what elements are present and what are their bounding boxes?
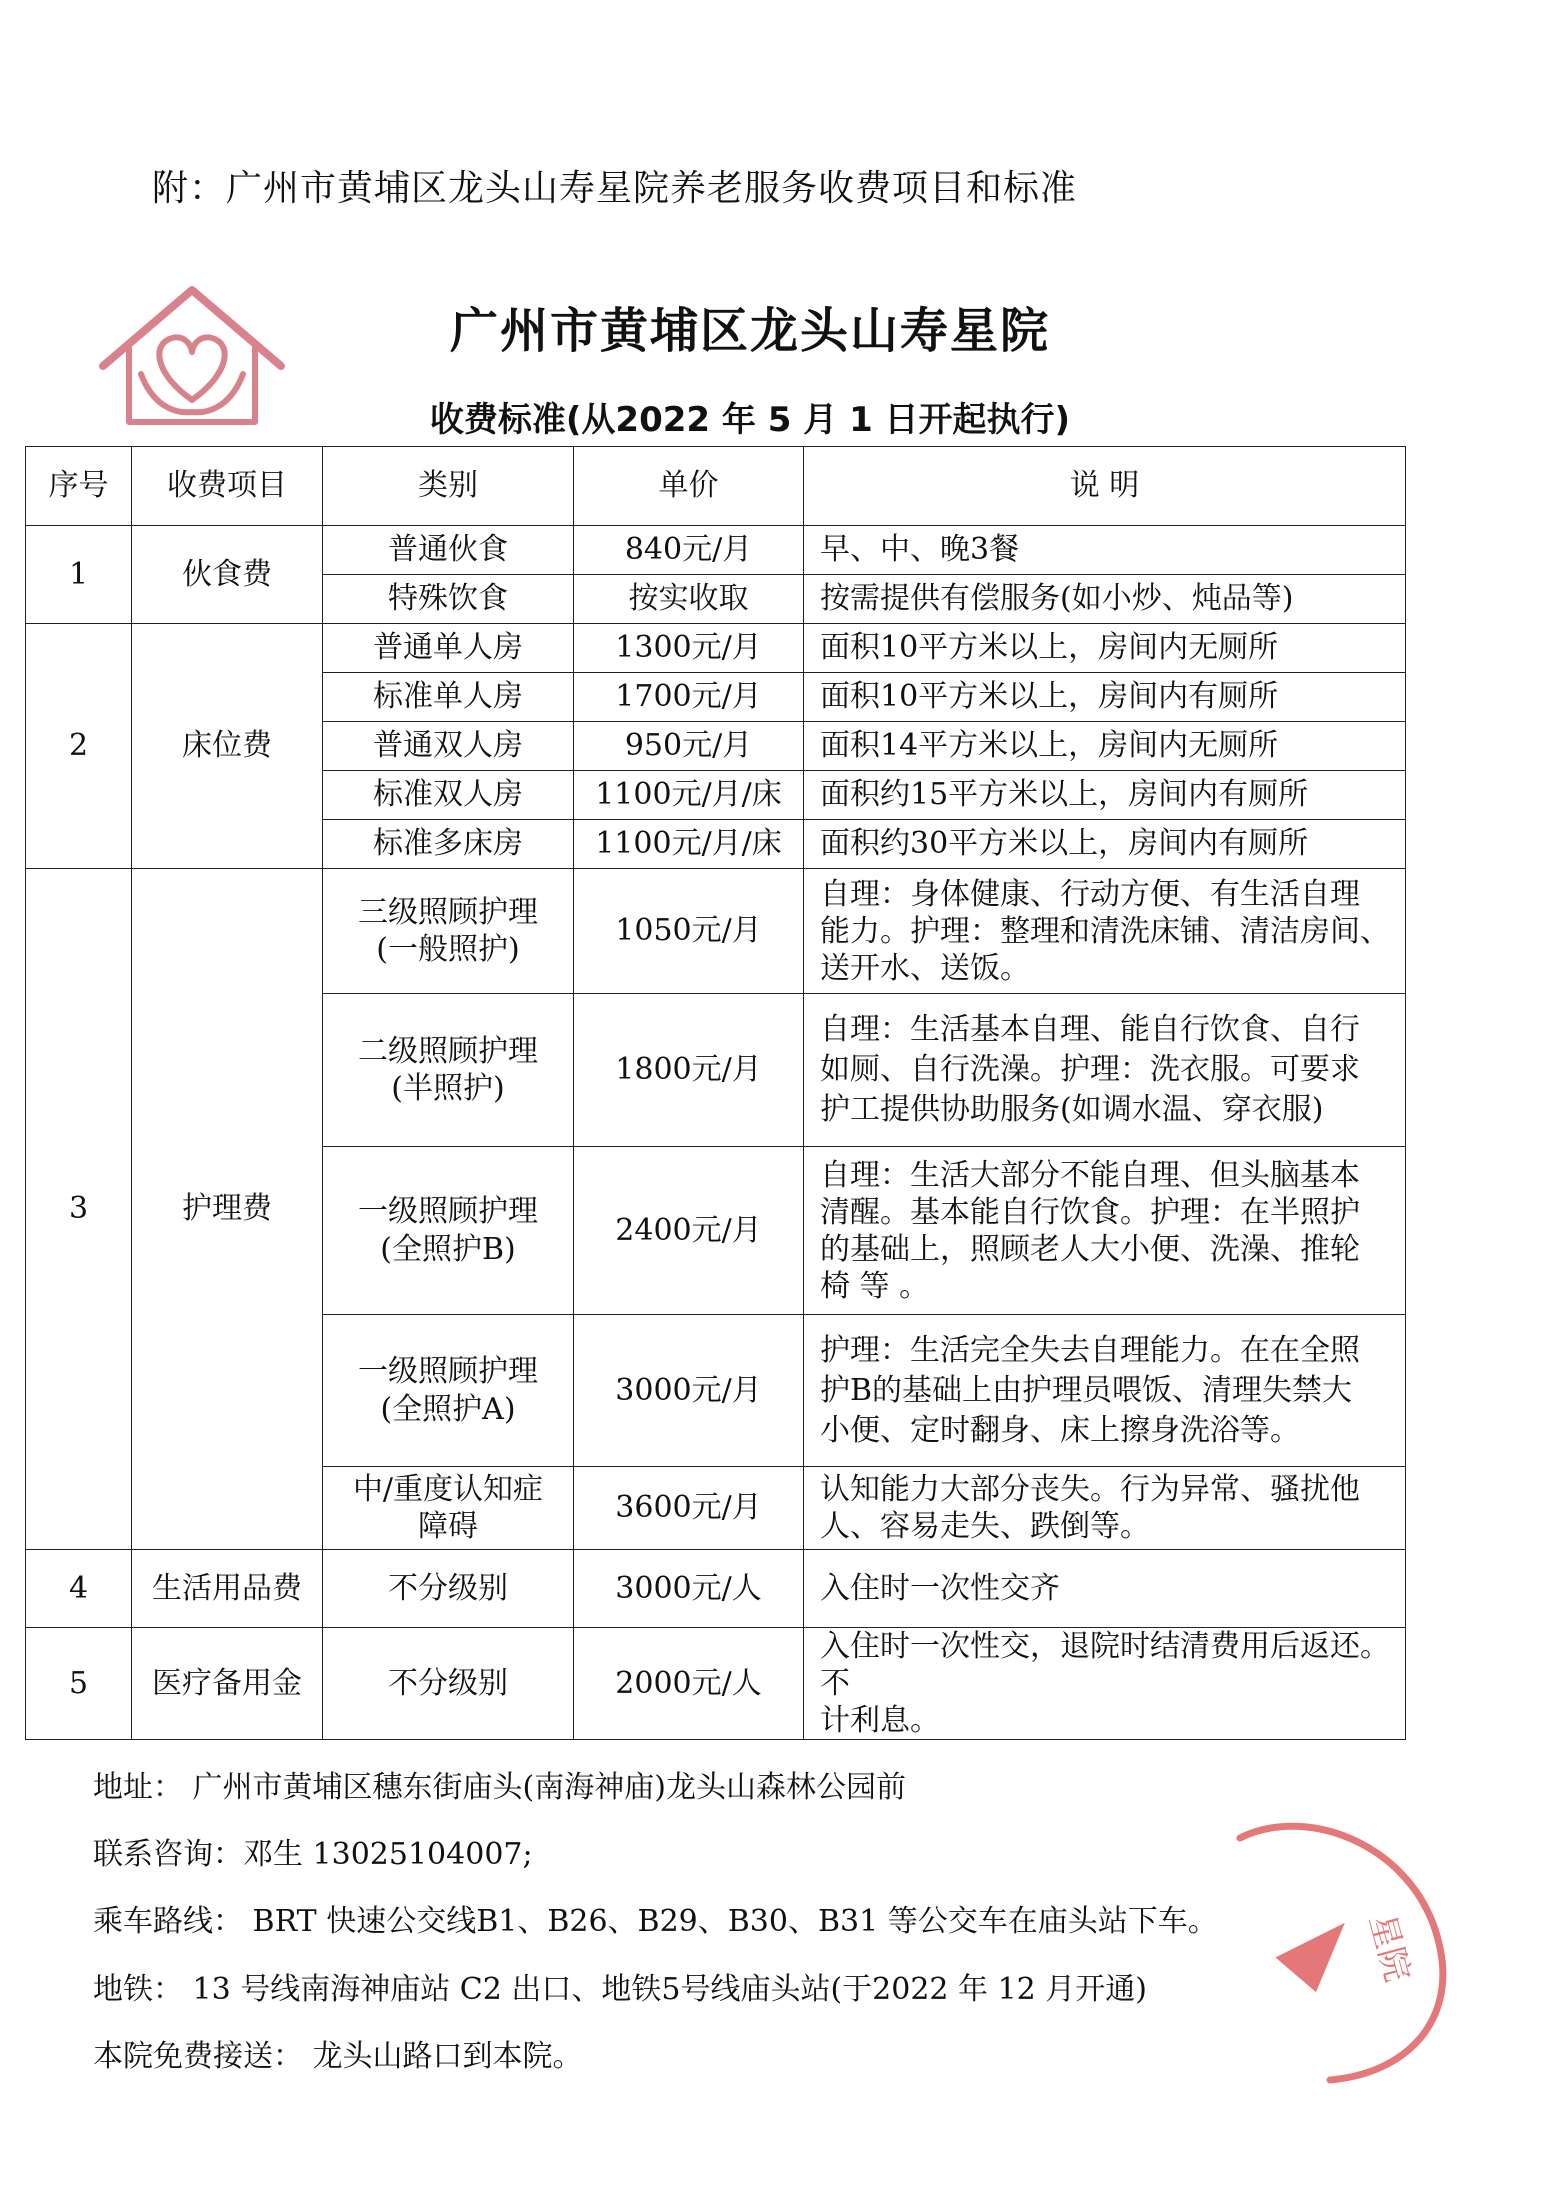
group-no: 5 xyxy=(26,1628,132,1740)
table-row xyxy=(26,526,1406,575)
price: 3000元/人 xyxy=(574,1550,804,1628)
description xyxy=(804,1147,1406,1315)
category xyxy=(323,869,574,994)
header-price: 单价 xyxy=(574,447,804,526)
category-line: 二级照顾护理 xyxy=(358,1033,538,1069)
description xyxy=(804,1467,1406,1550)
price: 1700元/月 xyxy=(574,673,804,722)
category-line: (全照护B) xyxy=(380,1231,516,1267)
description-line: 的基础上，照顾老人大小便、洗澡、推轮 xyxy=(820,1231,1360,1267)
category-line: 中/重度认知症 xyxy=(352,1471,544,1507)
footer-shuttle: 本院免费接送： 龙头山路口到本院。 xyxy=(93,2039,583,2074)
category: 普通单人房 xyxy=(323,624,574,673)
price: 1300元/月 xyxy=(574,624,804,673)
description-line: 入住时一次性交，退院时结清费用后返还。不 xyxy=(820,1629,1390,1701)
category-line: (全照护A) xyxy=(380,1391,516,1427)
description: 早、中、晚3餐 xyxy=(804,526,1406,575)
group-no: 1 xyxy=(26,526,132,624)
category xyxy=(323,994,574,1147)
price: 950元/月 xyxy=(574,722,804,771)
footer-bus-route: 乘车路线： BRT 快速公交线B1、B26、B29、B30、B31 等公交车在庙头站下车。 xyxy=(93,1904,1218,1939)
category xyxy=(323,1315,574,1467)
category: 普通伙食 xyxy=(323,526,574,575)
organization-title: 广州市黄埔区龙头山寿星院 xyxy=(449,303,1050,359)
description-line: 自理：生活基本自理、能自行饮食、自行 xyxy=(820,1012,1360,1047)
price: 3000元/月 xyxy=(574,1315,804,1467)
price: 3600元/月 xyxy=(574,1467,804,1550)
description-line: 计利息。 xyxy=(820,1703,940,1738)
header-no: 序号 xyxy=(26,447,132,526)
group-no: 3 xyxy=(26,869,132,1550)
table-header-row xyxy=(26,447,1406,526)
table-row xyxy=(26,1550,1406,1628)
price: 按实收取 xyxy=(574,575,804,624)
category-line: 障碍 xyxy=(418,1509,478,1544)
description-line: 小便、定时翻身、床上擦身洗浴等。 xyxy=(820,1412,1300,1448)
category xyxy=(323,1467,574,1550)
footer-contact: 联系咨询：邓生 13025104007; xyxy=(93,1837,533,1872)
footer-metro: 地铁： 13 号线南海神庙站 C2 出口、地铁5号线庙头站(于2022 年 12 月开通) xyxy=(93,1972,1147,2007)
group-item: 护理费 xyxy=(132,869,323,1550)
table-row xyxy=(26,624,1406,673)
description: 面积约30平方米以上，房间内有厕所 xyxy=(804,820,1406,869)
table-row xyxy=(26,1628,1406,1740)
category: 标准多床房 xyxy=(323,820,574,869)
description: 面积10平方米以上，房间内无厕所 xyxy=(804,624,1406,673)
description: 面积约15平方米以上，房间内有厕所 xyxy=(804,771,1406,820)
category: 特殊饮食 xyxy=(323,575,574,624)
description-line: 如厕、自行洗澡。护理：洗衣服。可要求 xyxy=(820,1052,1360,1087)
header-description: 说 明 xyxy=(804,447,1406,526)
description-line: 清醒。基本能自行饮食。护理：在半照护 xyxy=(820,1194,1360,1230)
fee-subtitle: 收费标准(从2022 年 5 月 1 日开起执行) xyxy=(429,400,1071,440)
price: 840元/月 xyxy=(574,526,804,575)
table-row xyxy=(26,869,1406,994)
category: 不分级别 xyxy=(323,1628,574,1740)
category-line: 一级照顾护理 xyxy=(358,1354,538,1389)
organization-logo xyxy=(95,282,289,430)
description-line: 椅 等 。 xyxy=(820,1268,930,1304)
price: 1100元/月/床 xyxy=(574,771,804,820)
category: 普通双人房 xyxy=(323,722,574,771)
description-line: 送开水、送饭。 xyxy=(820,950,1030,986)
group-item: 医疗备用金 xyxy=(132,1628,323,1740)
fee-table xyxy=(25,446,1406,1740)
group-item: 床位费 xyxy=(132,624,323,869)
description xyxy=(804,994,1406,1147)
category xyxy=(323,1147,574,1315)
group-no: 2 xyxy=(26,624,132,869)
header-item: 收费项目 xyxy=(132,447,323,526)
description: 面积14平方米以上，房间内无厕所 xyxy=(804,722,1406,771)
description xyxy=(804,1628,1406,1740)
footer-address: 地址： 广州市黄埔区穗东街庙头(南海神庙)龙头山森林公园前 xyxy=(93,1770,906,1805)
description xyxy=(804,869,1406,994)
category: 标准单人房 xyxy=(323,673,574,722)
description-line: 自理：身体健康、行动方便、有生活自理 xyxy=(820,876,1360,912)
price: 1050元/月 xyxy=(574,869,804,994)
description-line: 自理：生活大部分不能自理、但头脑基本 xyxy=(820,1157,1360,1193)
category: 标准双人房 xyxy=(323,771,574,820)
description-line: 护理：生活完全失去自理能力。在在全照 xyxy=(820,1332,1360,1368)
category-line: 三级照顾护理 xyxy=(358,894,538,930)
description xyxy=(804,1315,1406,1467)
description-line: 护工提供协助服务(如调水温、穿衣服) xyxy=(820,1092,1324,1127)
price: 1800元/月 xyxy=(574,994,804,1147)
description-line: 能力。护理：整理和清洗床铺、清洁房间、 xyxy=(820,913,1390,949)
annex-title: 附：广州市黄埔区龙头山寿星院养老服务收费项目和标准 xyxy=(152,168,1078,209)
description-line: 护B的基础上由护理员喂饭、清理失禁大 xyxy=(820,1372,1353,1408)
group-no: 4 xyxy=(26,1550,132,1628)
description-line: 认知能力大部分丧失。行为异常、骚扰他 xyxy=(820,1472,1360,1507)
header-category: 类别 xyxy=(323,447,574,526)
price: 1100元/月/床 xyxy=(574,820,804,869)
category-line: (半照护) xyxy=(391,1071,505,1106)
price: 2000元/人 xyxy=(574,1628,804,1740)
group-item: 伙食费 xyxy=(132,526,323,624)
svg-text:星院: 星院 xyxy=(1361,1909,1418,1987)
description: 入住时一次性交齐 xyxy=(804,1550,1406,1628)
category-line: (一般照护) xyxy=(376,932,520,967)
category-line: 一级照顾护理 xyxy=(358,1194,538,1229)
price: 2400元/月 xyxy=(574,1147,804,1315)
description: 按需提供有偿服务(如小炒、炖品等) xyxy=(804,575,1406,624)
description-line: 人、容易走失、跌倒等。 xyxy=(820,1509,1150,1544)
red-seal-stamp xyxy=(1220,1808,1460,2088)
category: 不分级别 xyxy=(323,1550,574,1628)
description: 面积10平方米以上，房间内有厕所 xyxy=(804,673,1406,722)
group-item: 生活用品费 xyxy=(132,1550,323,1628)
